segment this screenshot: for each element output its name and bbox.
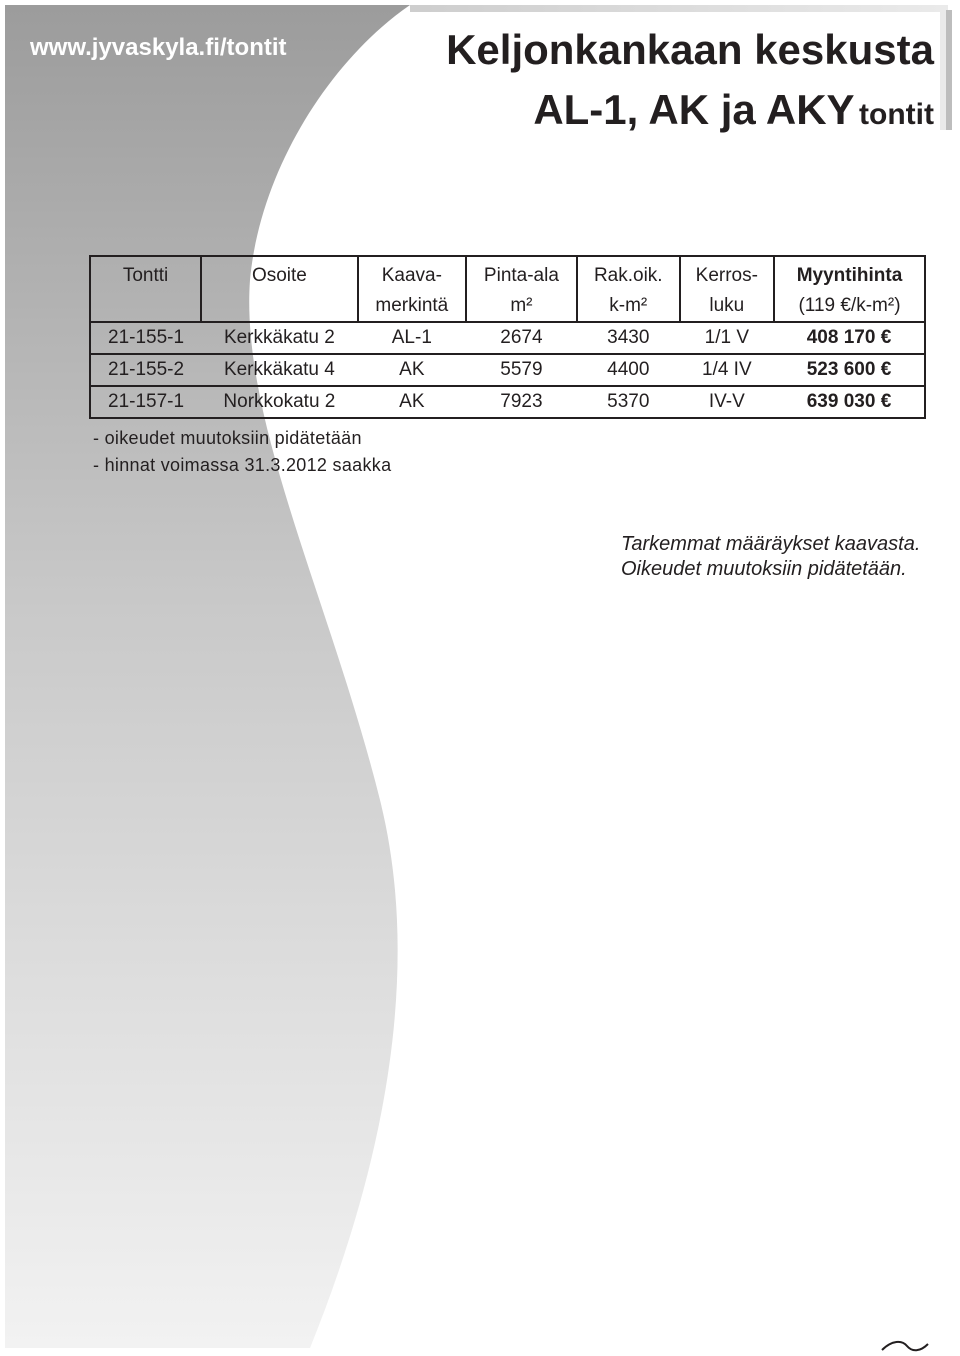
cell-pinta-ala: 7923 xyxy=(466,386,577,418)
cell-kaavamerkinta: AK xyxy=(358,354,466,386)
remark-line: Tarkemmat määräykset kaavasta. xyxy=(621,533,921,555)
header-rak-oik: Rak.oik. xyxy=(577,256,680,291)
header-osoite-line2 xyxy=(201,291,358,322)
cell-myyntihinta: 523 600 € xyxy=(774,354,925,386)
header-pinta-ala: Pinta-ala xyxy=(466,256,577,291)
cell-kerrosluku: 1/1 V xyxy=(680,322,774,354)
cell-osoite: Kerkkäkatu 2 xyxy=(201,322,358,354)
cell-tontti: 21-157-1 xyxy=(90,386,201,418)
page-subtitle xyxy=(533,86,934,134)
header-tontti: Tontti xyxy=(122,265,169,286)
cell-kerrosluku: IV-V xyxy=(680,386,774,418)
header-myyntihinta: Myyntihinta xyxy=(774,256,925,291)
header-kaavamerkinta: Kaava- xyxy=(358,256,466,291)
cell-kerrosluku: 1/4 IV xyxy=(680,354,774,386)
cell-kaavamerkinta: AL-1 xyxy=(358,322,466,354)
header-tontti-line2 xyxy=(90,291,201,322)
remark-line: Oikeudet muutoksiin pidätetään. xyxy=(621,558,907,580)
header-kerrosluku-line2: luku xyxy=(680,291,774,322)
header-pinta-ala-unit: m² xyxy=(466,291,577,322)
page-title: Keljonkankaan keskusta xyxy=(446,26,934,73)
header-osoite: Osoite xyxy=(201,256,358,291)
cell-rak-oik: 4400 xyxy=(577,354,680,386)
cell-pinta-ala: 5579 xyxy=(466,354,577,386)
cell-tontti: 21-155-1 xyxy=(90,322,201,354)
tilde-mark-icon xyxy=(880,1338,930,1356)
header-rak-oik-unit: k-m² xyxy=(577,291,680,322)
subtitle-small: tontit xyxy=(859,98,934,131)
cell-myyntihinta: 639 030 € xyxy=(774,386,925,418)
note-item: - hinnat voimassa 31.3.2012 saakka xyxy=(93,455,392,475)
cell-osoite: Norkkokatu 2 xyxy=(201,386,358,418)
subtitle-main: AL-1, AK ja AKY xyxy=(533,86,855,133)
remarks xyxy=(621,532,920,582)
cell-osoite: Kerkkäkatu 4 xyxy=(201,354,358,386)
cell-kaavamerkinta: AK xyxy=(358,386,466,418)
note-item: - oikeudet muutoksiin pidätetään xyxy=(93,428,362,448)
table-row xyxy=(90,386,925,418)
header-myyntihinta-unit: (119 €/k-m²) xyxy=(774,291,925,322)
notes-list xyxy=(93,425,391,479)
cell-tontti: 21-155-2 xyxy=(90,354,201,386)
cell-myyntihinta: 408 170 € xyxy=(774,322,925,354)
website-url: www.jyvaskyla.fi/tontit xyxy=(30,34,287,61)
cell-rak-oik: 3430 xyxy=(577,322,680,354)
table-row xyxy=(90,322,925,354)
lots-table xyxy=(89,255,926,419)
cell-pinta-ala: 2674 xyxy=(466,322,577,354)
cell-rak-oik: 5370 xyxy=(577,386,680,418)
header-kerrosluku: Kerros- xyxy=(680,256,774,291)
table-row xyxy=(90,354,925,386)
header-kaavamerkinta-line2: merkintä xyxy=(358,291,466,322)
